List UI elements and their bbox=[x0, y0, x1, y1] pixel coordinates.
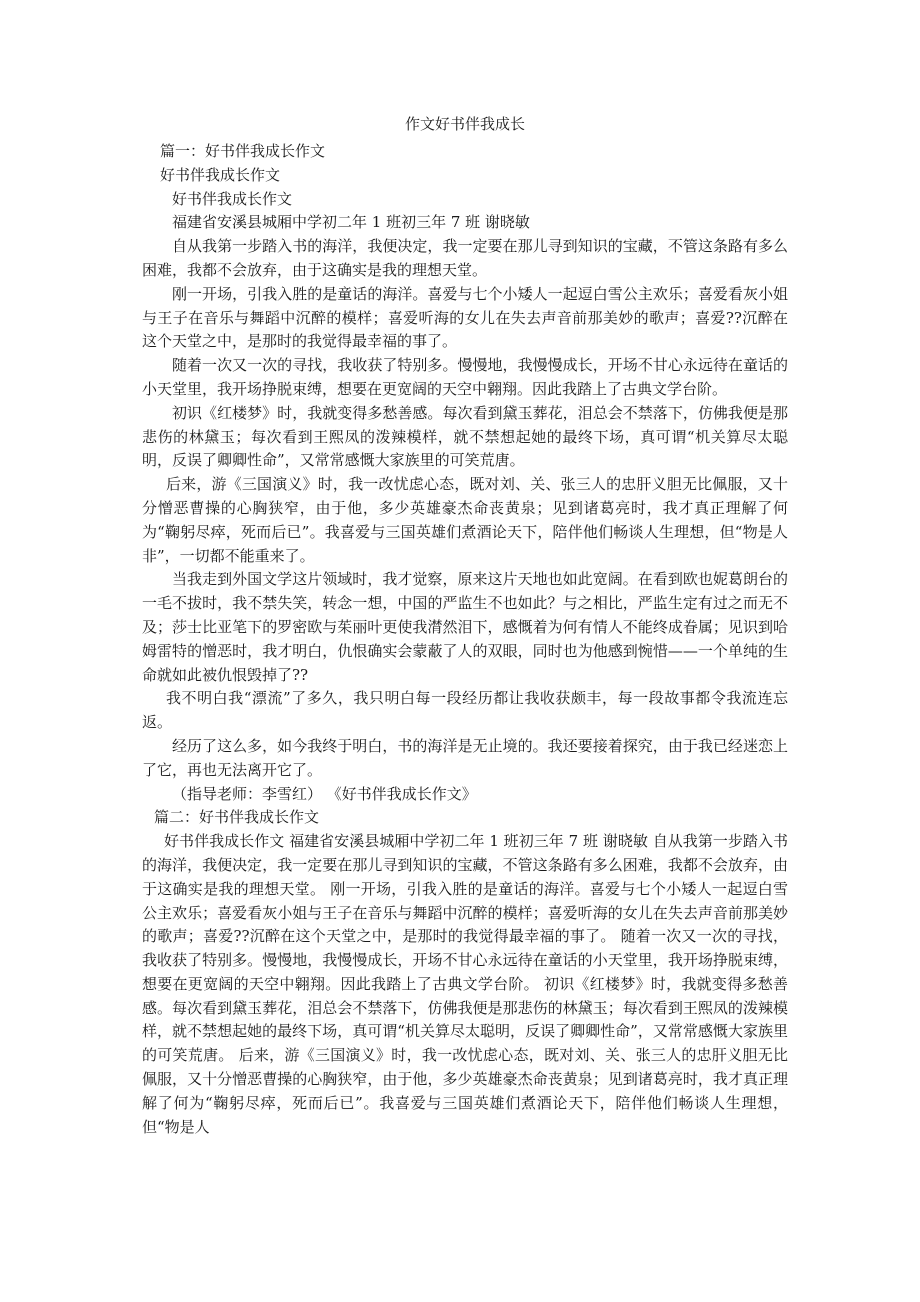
author-line: 福建省安溪县城厢中学初二年 1 班初三年 7 班 谢晓敏 bbox=[172, 213, 530, 232]
paragraph: 后来，游《三国演义》时，我一改忧虑心态，既对刘、关、张三人的忠肝义胆无比佩服，又十分憎恶曹操的心胸狭窄，由于他，多少英雄豪杰命丧黄泉；见到诸葛亮时，我才真正理解了何为“鞠躬尽瘁，死而后已”。我喜爱与三国英雄们煮酒论天下，陪伴他们畅谈人生理想，但“物是人非”，一切都不能重来了。 bbox=[142, 475, 788, 565]
section2-heading: 篇二：好书伴我成长作文 bbox=[154, 808, 320, 827]
subtitle-2: 好书伴我成长作文 bbox=[172, 189, 293, 208]
document-page bbox=[142, 112, 788, 1139]
subtitle-1: 好书伴我成长作文 bbox=[160, 165, 281, 184]
teacher-line: （指导老师：李雪红） 《好书伴我成长作文》 bbox=[172, 784, 477, 803]
section1-heading: 篇一：好书伴我成长作文 bbox=[160, 142, 326, 160]
paragraph: 我不明白我“漂流”了多久，我只明白每一段经历都让我收获颇丰，每一段故事都令我流连忘返。 bbox=[142, 689, 788, 732]
paragraph: 刚一开场，引我入胜的是童话的海洋。喜爱与七个小矮人一起逗白雪公主欢乐；喜爱看灰小姐与王子在音乐与舞蹈中沉醉的模样；喜爱听海的女儿在失去声音前那美妙的歌声；喜爱??沉醉在这个天堂之中，是那时的我觉得最幸福的事了。 bbox=[142, 284, 788, 351]
paragraph: 随着一次又一次的寻找，我收获了特别多。慢慢地，我慢慢成长，开场不甘心永远待在童话的小天堂里，我开场挣脱束缚，想要在更宽阔的天空中翱翔。因此我踏上了古典文学台阶。 bbox=[142, 356, 788, 398]
paragraph: 当我走到外国文学这片领域时，我才觉察，原来这片天地也如此宽阔。在看到欧也妮葛朗台的一毛不拔时，我不禁失笑，转念一想，中国的严监生不也如此？与之相比，严监生定有过之而无不及；莎士比亚笔下的罗密欧与茱丽叶更使我潸然泪下，感慨着为何有情人不能终成眷属；见识到哈姆雷特的憎恶时，我才明白，仇恨确实会蒙蔽了人的双眼，同时也为他感到惋惜——一个单纯的生命就如此被仇恨毁掉了?? bbox=[142, 570, 788, 684]
paragraph: 初识《红楼梦》时，我就变得多愁善感。每次看到黛玉葬花，泪总会不禁落下，仿佛我便是那悲伤的林黛玉；每次看到王熙凤的泼辣模样，就不禁想起她的最终下场，真可谓“机关算尽太聪明，反误了卿卿性命”，又常常感慨大家族里的可笑荒唐。 bbox=[142, 403, 788, 470]
document-title: 作文好书伴我成长 bbox=[404, 115, 525, 133]
section2-body: 好书伴我成长作文 福建省安溪县城厢中学初二年 1 班初三年 7 班 谢晓敏 自从我第一步踏入书的海洋，我便决定，我一定要在那儿寻到知识的宝藏，不管这条路有多么困难，我都不会放弃，由于这确实是我的理想天堂。 刚一开场，引我入胜的是童话的海洋。喜爱与七个小矮人一起逗白雪公主欢乐；喜爱看灰小姐与王子在音乐与舞蹈中沉醉的模样；喜爱听海的女儿在失去声音前那美妙的歌声；喜爱??沉醉在这个天堂之中，是那时的我觉得最幸福的事了。 随着一次又一次的寻找，我收获了特别多。慢慢地，我慢慢成长，开场不甘心永远待在童话的小天堂里，我开场挣脱束缚，想要在更宽阔的天空中翱翔。因此我踏上了古典文学台阶。 初识《红楼梦》时，我就变得多愁善感。每次看到黛玉葬花，泪总会不禁落下，仿佛我便是那悲伤的林黛玉；每次看到王熙凤的泼辣模样，就不禁想起她的最终下场，真可谓“机关算尽太聪明，反误了卿卿性命”，又常常感慨大家族里的可笑荒唐。 后来，游《三国演义》时，我一改忧虑心态，既对刘、关、张三人的忠肝义胆无比佩服，又十分憎恶曹操的心胸狭窄，由于他，多少英雄豪杰命丧黄泉；见到诸葛亮时，我才真正理解了何为“鞠躬尽瘁，死而后已”。我喜爱与三国英雄们煮酒论天下，陪伴他们畅谈人生理想，但“物是人 bbox=[142, 832, 788, 1136]
paragraph: 自从我第一步踏入书的海洋，我便决定，我一定要在那儿寻到知识的宝藏，不管这条路有多么困难，我都不会放弃，由于这确实是我的理想天堂。 bbox=[142, 237, 788, 279]
paragraph: 经历了这么多，如今我终于明白，书的海洋是无止境的。我还要接着探究，由于我已经迷恋上了它，再也无法离开它了。 bbox=[142, 736, 788, 779]
